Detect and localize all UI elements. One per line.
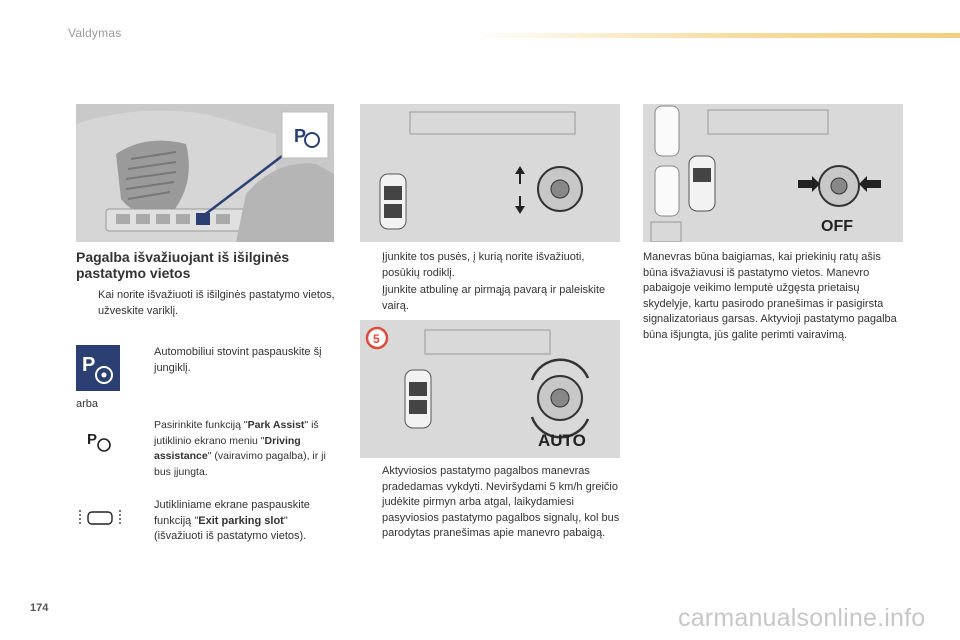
- or-separator: arba: [76, 398, 99, 410]
- step-gear: Įjunkite atbulinę ar pirmąją pavarą ir paleiskite vairą.: [382, 284, 606, 312]
- step-number-badge: 5: [373, 332, 380, 346]
- button-letter: P: [294, 126, 307, 146]
- svg-text:P: P: [82, 354, 96, 376]
- step-indicator: Įjunkite tos pusės, į kurią norite išvažiuoti, posūkių rodiklį.: [382, 251, 585, 279]
- dashboard-illustration: [76, 104, 334, 242]
- step-touch-exit: Jutikliniame ekrane paspauskite funkciją "Exit parking slot" (išvažiuoti iš pastatymo vietos).: [154, 499, 310, 542]
- step-press-switch: Automobiliui stovint paspauskite šį jungiklį.: [154, 346, 322, 374]
- maneuver-finish-text: Manevras būna baigiamas, kai priekinių ratų ašis būna išvažiavusi iš pastatymo vietos. Manevro pabaigoje veikimo lemputė užgęsta prietaisų skydelyje, kartu pasirodo pranešimas ir pasigirsta signalizatoriaus garsas. Aktyvioji pastatymo pagalba būna išjungta, jūs galite perimti vairavimą.: [643, 251, 897, 341]
- section-header: Valdymas: [68, 26, 122, 40]
- footer-watermark: carmanualsonline.info: [678, 604, 926, 632]
- page-number: 174: [30, 602, 49, 614]
- exit-parking-slot-icon: [78, 506, 122, 530]
- header-accent-bar: [470, 33, 960, 38]
- step-menu-select: Pasirinkite funkciją "Park Assist" iš jutiklinio ekrano meniu "Driving assistance" (vairavimo pagalba), ir ji bus įjungta.: [154, 419, 326, 478]
- turn-signal-illustration: [360, 104, 620, 242]
- park-assist-menu-icon: [86, 428, 114, 452]
- step-active-maneuver: Aktyviosios pastatymo pagalbos manevras pradedamas vykdyti. Neviršydami 5 km/h greičio judėkite pirmyn arba atgal, laikydamiesi pasyviosios pastatymo pagalbos signalų, kol bus parodytas pranešimas apie manevro pabaigą.: [382, 465, 620, 539]
- auto-maneuver-illustration: [360, 320, 620, 458]
- maneuver-off-illustration: [643, 104, 903, 242]
- step-start-engine: Kai norite išvažiuoti iš išilginės pastatymo vietos, užveskite variklį.: [98, 289, 335, 317]
- auto-label: AUTO: [538, 431, 586, 450]
- svg-text:P: P: [87, 431, 98, 448]
- park-assist-button-icon: [76, 345, 120, 391]
- off-label: OFF: [821, 218, 853, 235]
- section-title: Pagalba išvažiuojant iš išilginės pastatymo vietos: [76, 249, 290, 281]
